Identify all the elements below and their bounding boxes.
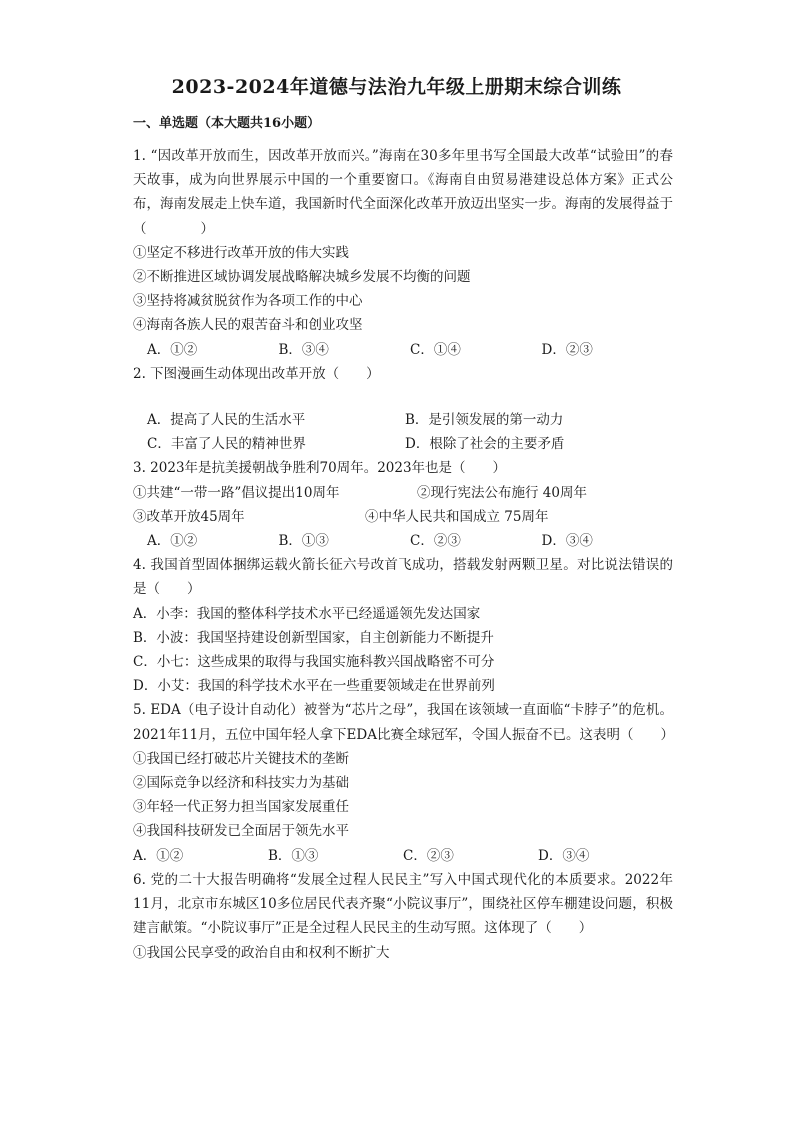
q5-option-b[interactable]: B．①③: [268, 847, 319, 864]
q3-item-4: ④中华人民共和国成立 75周年: [365, 508, 549, 525]
q5-options: [133, 844, 673, 868]
q5-item-1: ①我国已经打破芯片关键技术的垄断: [133, 750, 349, 767]
q3-option-a[interactable]: A．①②: [147, 533, 198, 550]
q3-option-c[interactable]: C．②③: [410, 533, 461, 550]
q1-option-a[interactable]: A．①②: [147, 341, 198, 358]
q4-option-c[interactable]: C．小七：这些成果的取得与我国实施科教兴国战略密不可分: [133, 654, 495, 671]
q3-item-1: ①共建“一带一路”倡议提出10周年: [133, 484, 340, 501]
q2-option-b[interactable]: B．是引领发展的第一动力: [405, 412, 564, 429]
question-2-stem: 2. 下图漫画生动体现出改革开放（ ）: [133, 365, 380, 382]
q3-item-3: ③改革开放45周年: [133, 508, 245, 525]
q1-item-1: ①坚定不移进行改革开放的伟大实践: [133, 244, 349, 261]
q4-option-d[interactable]: D．小艾：我国的科学技术水平在一些重要领域走在世界前列: [133, 678, 495, 695]
q2-option-c[interactable]: C．丰富了人民的精神世界: [147, 436, 306, 453]
question-6-stem: 6. 党的二十大报告明确将“发展全过程人民民主”写入中国式现代化的本质要求。2022年11月，北京市东城区10多位居民代表齐聚“小院议事厅”，围绕社区停车棚建设问题，积极建言献策。“小院议事厅”正是全过程人民民主的生动写照。这体现了（ ）: [133, 871, 673, 937]
cartoon-placeholder: [133, 386, 673, 408]
section-heading: 一、单选题（本大题共16小题）: [133, 116, 321, 131]
question-3-stem: 3. 2023年是抗美援朝战争胜利70周年。2023年也是（ ）: [133, 460, 507, 477]
q2-option-a[interactable]: A．提高了人民的生活水平: [147, 412, 306, 429]
q3-items-row-1: [133, 481, 673, 505]
q4-option-a[interactable]: A．小李：我国的整体科学技术水平已经遥遥领先发达国家: [133, 605, 481, 622]
q1-option-c[interactable]: C．①④: [410, 341, 461, 358]
q2-option-d[interactable]: D．根除了社会的主要矛盾: [405, 436, 565, 453]
q3-option-b[interactable]: B．①③: [278, 533, 329, 550]
q1-item-4: ④海南各族人民的艰苦奋斗和创业攻坚: [133, 317, 363, 334]
q5-item-3: ③年轻一代正努力担当国家发展重任: [133, 799, 349, 816]
q3-options: [133, 529, 673, 553]
q3-item-2: ②现行宪法公布施行 40周年: [417, 484, 587, 501]
q1-options: [133, 338, 673, 362]
q1-item-3: ③坚持将减贫脱贫作为各项工作的中心: [133, 293, 363, 310]
q5-option-c[interactable]: C．②③: [403, 847, 454, 864]
q3-items-row-2: [133, 505, 673, 529]
q5-item-2: ②国际竞争以经济和科技实力为基础: [133, 775, 349, 792]
page-title: 2023-2024年道德与法治九年级上册期末综合训练: [171, 76, 622, 98]
question-5-stem: 5. EDA（电子设计自动化）被誉为“芯片之母”，我国在该领域一直面临“卡脖子”的危机。2021年11月，五位中国年轻人拿下EDA比赛全球冠军，令国人振奋不已。这表明（ ）: [133, 702, 674, 743]
q5-item-4: ④我国科技研发已全面居于领先水平: [133, 823, 349, 840]
q1-item-2: ②不断推进区域协调发展战略解决城乡发展不均衡的问题: [133, 269, 471, 286]
q5-option-d[interactable]: D．③④: [538, 847, 590, 864]
q3-option-d[interactable]: D．③④: [541, 533, 593, 550]
q2-options-row-1: [133, 408, 673, 432]
question-1-stem: 1. “因改革开放而生，因改革开放而兴。”海南在30多年里书写全国最大改革“试验田”的春天故事，成为向世界展示中国的一个重要窗口。《海南自由贸易港建设总体方案》正式公布，海南发展走上快车道，我国新时代全面深化改革开放迈出坚实一步。海南的发展得益于（ ）: [133, 148, 673, 237]
q5-option-a[interactable]: A．①②: [133, 847, 184, 864]
q2-options-row-2: [133, 432, 673, 456]
question-list: [133, 144, 673, 965]
q6-item-1: ①我国公民享受的政治自由和权利不断扩大: [133, 944, 390, 961]
q1-option-d[interactable]: D．②③: [541, 341, 593, 358]
question-4-stem: 4. 我国首型固体捆绑运载火箭长征六号改首飞成功，搭载发射两颗卫星。对比说法错误的是（ ）: [133, 557, 673, 598]
q1-option-b[interactable]: B．③④: [278, 341, 329, 358]
q4-option-b[interactable]: B．小波：我国坚持建设创新型国家，自主创新能力不断提升: [133, 629, 494, 646]
